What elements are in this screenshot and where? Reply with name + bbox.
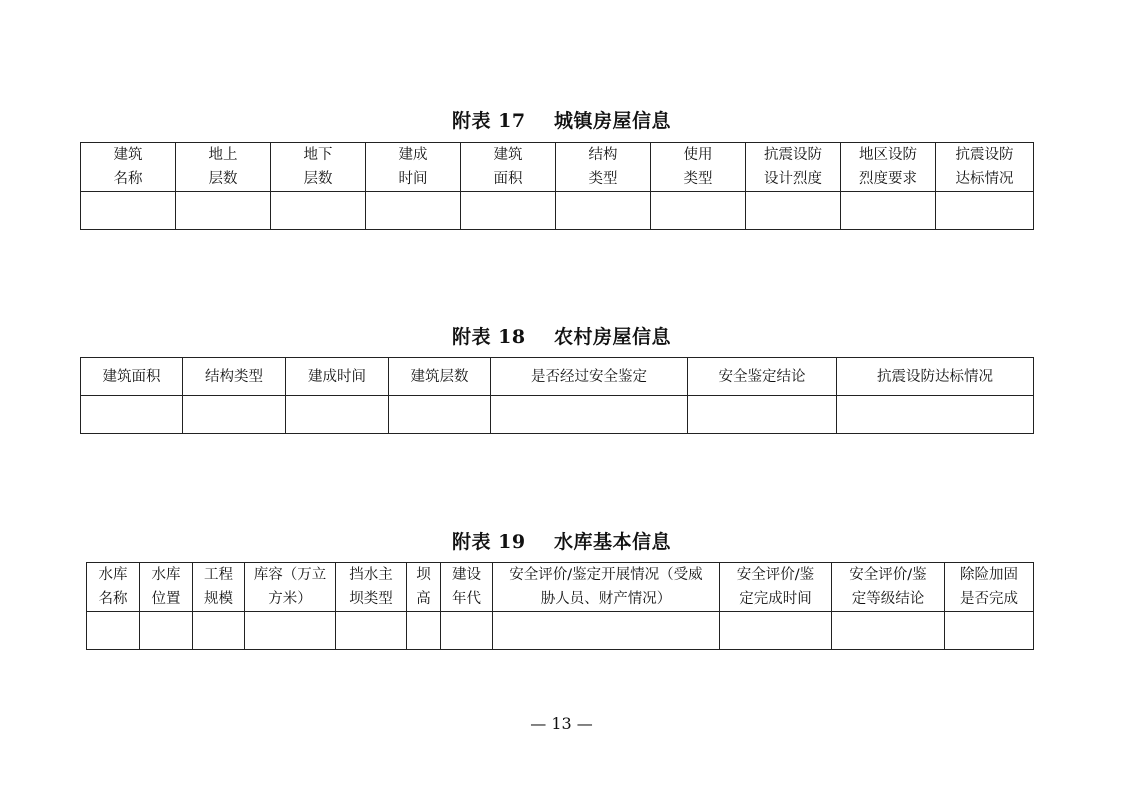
empty-cell [491,396,688,434]
header-cell: 挡水主 坝类型 [336,563,407,612]
header-cell: 建筑面积 [81,358,183,396]
header-cell: 安全评价/鉴 定完成时间 [720,563,832,612]
empty-cell [245,612,336,650]
table-row [81,192,1034,230]
empty-cell [841,192,936,230]
header-cell: 建成时间 [286,358,389,396]
header-cell: 安全评价/鉴 定等级结论 [832,563,945,612]
empty-cell [688,396,837,434]
header-cell: 建成 时间 [366,143,461,192]
table-row [87,612,1034,650]
header-cell: 水库 名称 [87,563,140,612]
header-cell: 结构 类型 [556,143,651,192]
empty-cell [945,612,1034,650]
empty-cell [87,612,140,650]
header-cell: 结构类型 [183,358,286,396]
table-19-title: 附表 19 水库基本信息 [451,531,671,553]
header-cell: 建设 年代 [441,563,493,612]
empty-cell [651,192,746,230]
empty-cell [746,192,841,230]
empty-cell [183,396,286,434]
header-cell: 库容（万立 方米） [245,563,336,612]
table-18-title: 附表 18 农村房屋信息 [451,326,671,348]
empty-cell [366,192,461,230]
header-cell: 地上 层数 [176,143,271,192]
empty-cell [140,612,193,650]
empty-cell [556,192,651,230]
header-cell: 坝 高 [407,563,441,612]
empty-cell [389,396,491,434]
table-19 [86,562,1034,650]
empty-cell [461,192,556,230]
page-number: — 13 — [530,714,593,733]
empty-cell [720,612,832,650]
empty-cell [286,396,389,434]
header-cell: 水库 位置 [140,563,193,612]
header-cell: 建筑 面积 [461,143,556,192]
header-cell: 地区设防 烈度要求 [841,143,936,192]
empty-cell [407,612,441,650]
header-cell: 使用 类型 [651,143,746,192]
empty-cell [336,612,407,650]
header-cell: 安全鉴定结论 [688,358,837,396]
header-cell: 地下 层数 [271,143,366,192]
table-19-header-row [87,563,1034,612]
table-17 [80,142,1034,230]
table-row [81,396,1034,434]
empty-cell [493,612,720,650]
header-cell: 工程 规模 [193,563,245,612]
table-18 [80,357,1034,434]
empty-cell [936,192,1034,230]
empty-cell [832,612,945,650]
table-18-header-row [81,358,1034,396]
header-cell: 抗震设防 达标情况 [936,143,1034,192]
empty-cell [81,396,183,434]
table-17-header-row [81,143,1034,192]
header-cell: 建筑 名称 [81,143,176,192]
empty-cell [176,192,271,230]
empty-cell [81,192,176,230]
empty-cell [441,612,493,650]
header-cell: 抗震设防达标情况 [837,358,1034,396]
header-cell: 除险加固 是否完成 [945,563,1034,612]
header-cell: 建筑层数 [389,358,491,396]
empty-cell [193,612,245,650]
header-cell: 安全评价/鉴定开展情况（受威 胁人员、财产情况） [493,563,720,612]
table-17-title: 附表 17 城镇房屋信息 [451,110,671,132]
empty-cell [837,396,1034,434]
header-cell: 抗震设防 设计烈度 [746,143,841,192]
header-cell: 是否经过安全鉴定 [491,358,688,396]
empty-cell [271,192,366,230]
